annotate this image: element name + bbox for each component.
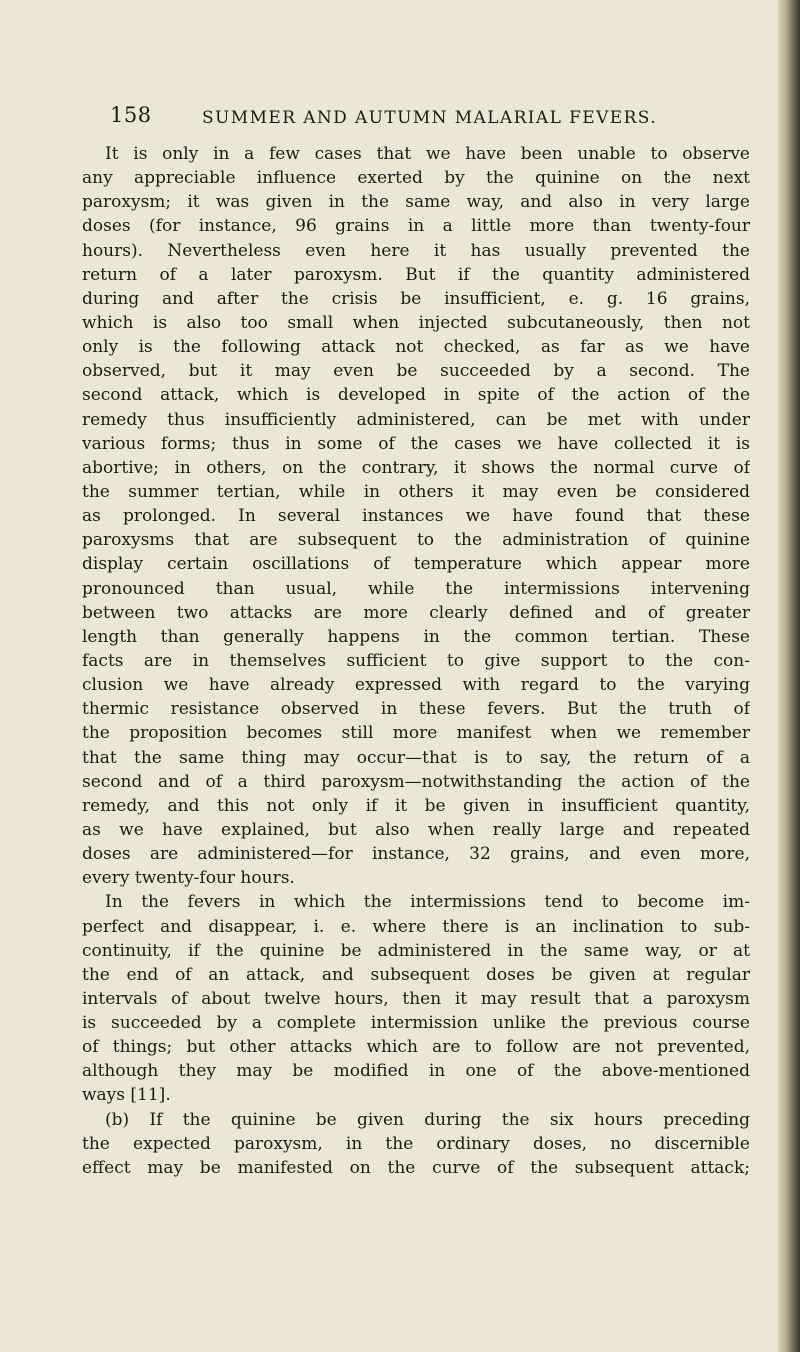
text-line: paroxysm; it was given in the same way, and also in very large	[82, 192, 750, 213]
text-line: as we have explained, but also when really large and repeated	[82, 819, 750, 840]
text-line: between two attacks are more clearly defined and of greater	[82, 602, 750, 623]
text-line: perfect and disappear, i. e. where there is an inclination to sub-	[82, 916, 750, 937]
text-line: doses are administered—for instance, 32 grains, and even more,	[82, 844, 750, 865]
text-line: thermic resistance observed in these fevers. But the truth of	[82, 699, 750, 720]
text-line: observed, but it may even be succeeded by a second. The	[82, 361, 750, 382]
text-line: the end of an attack, and subsequent doses be given at regular	[82, 964, 750, 985]
text-line: doses (for instance, 96 grains in a little more than twenty-four	[82, 216, 750, 237]
text-line: paroxysms that are subsequent to the administration of quinine	[82, 530, 750, 551]
text-line: although they may be modified in one of the above-mentioned	[82, 1061, 750, 1082]
text-line: ways [11].	[82, 1085, 171, 1106]
text-line: effect may be manifested on the curve of the subsequent attack;	[82, 1157, 750, 1178]
text-line: remedy thus insufficiently administered, can be met with under	[82, 409, 750, 430]
text-line: display certain oscillations of temperature which appear more	[82, 554, 750, 575]
text-line: the proposition becomes still more manifest when we remember	[82, 723, 750, 744]
text-line: pronounced than usual, while the intermissions intervening	[82, 578, 750, 599]
text-line: every twenty-four hours.	[82, 868, 295, 889]
text-line: only is the following attack not checked, as far as we have	[82, 337, 750, 358]
text-line: is succeeded by a complete intermission unlike the previous course	[82, 1013, 750, 1034]
running-title: SUMMER AND AUTUMN MALARIAL FEVERS.	[202, 108, 658, 128]
text-line: any appreciable influence exerted by the quinine on the next	[82, 168, 750, 189]
text-line: clusion we have already expressed with regard to the varying	[82, 675, 750, 696]
text-line: abortive; in others, on the contrary, it shows the normal curve of	[82, 457, 750, 478]
text-line: remedy, and this not only if it be given in insufficient quantity,	[82, 795, 750, 816]
text-line: of things; but other attacks which are to follow are not prevented,	[82, 1037, 750, 1058]
text-line: continuity, if the quinine be administered in the same way, or at	[82, 940, 750, 961]
text-line: second attack, which is developed in spite of the action of the	[82, 385, 750, 406]
text-line: hours). Nevertheless even here it has usually prevented the	[82, 240, 750, 261]
text-line: second and of a third paroxysm—notwithstanding the action of the	[82, 771, 750, 792]
page-number: 158	[110, 103, 152, 127]
text-line: facts are in themselves sufficient to give support to the con-	[82, 650, 750, 671]
text-line: the expected paroxysm, in the ordinary doses, no discernible	[82, 1133, 750, 1154]
text-line: (b) If the quinine be given during the six hours preceding	[105, 1109, 750, 1130]
text-line: intervals of about twelve hours, then it may result that a paroxysm	[82, 988, 750, 1009]
page-edge-shadow	[778, 0, 800, 1352]
text-line: that the same thing may occur—that is to say, the return of a	[82, 747, 750, 768]
text-line: return of a later paroxysm. But if the quantity administered	[82, 264, 750, 285]
text-line: the summer tertian, while in others it may even be considered	[82, 481, 750, 502]
page-header	[110, 103, 750, 137]
body-text	[82, 142, 750, 1180]
text-line: In the fevers in which the intermissions tend to become im-	[105, 892, 750, 913]
text-line: length than generally happens in the common tertian. These	[82, 626, 750, 647]
text-line: various forms; thus in some of the cases we have collected it is	[82, 433, 750, 454]
text-line: during and after the crisis be insufficient, e. g. 16 grains,	[82, 288, 750, 309]
text-line: which is also too small when injected subcutaneously, then not	[82, 312, 750, 333]
text-line: as prolonged. In several instances we have found that these	[82, 506, 750, 527]
text-line: It is only in a few cases that we have been unable to observe	[105, 144, 750, 164]
